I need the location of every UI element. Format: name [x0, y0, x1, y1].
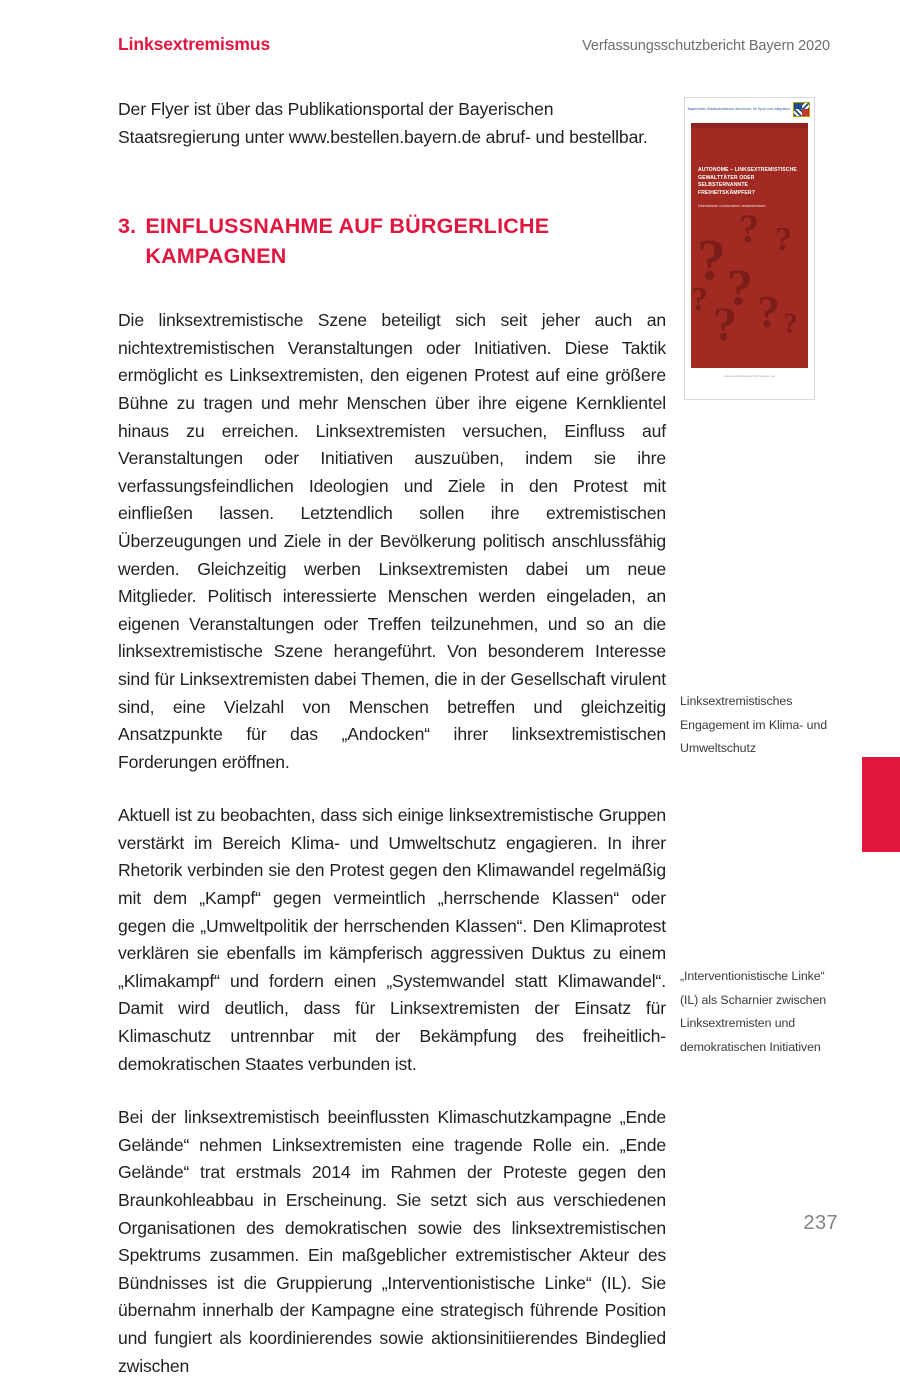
section-title: EINFLUSSNAHME AUF BÜRGERLICHE KAMPAGNEN	[145, 214, 550, 269]
question-mark-decoration-icon: ?	[783, 307, 798, 340]
flyer-title: AUTONOME – LINKSEXTREMISTISCHE GEWALTTÄTER ODER SELBSTERNANNTE FREIHEITSKÄMPFER?	[698, 167, 797, 196]
flyer-ministry-label: Bayerisches Staatsministerium des Innern, für Sport und Integration	[687, 106, 790, 111]
flyer-subtitle: Informationen zu autonomen Linksextremisten	[698, 204, 766, 209]
flyer-header	[685, 98, 814, 120]
margin-note-climate: Linksextremistisches Engagement im Klima- und Umweltschutz	[680, 694, 828, 756]
body-paragraph-1: Die linksextremistische Szene beteiligt sich seit jeher auch an nichtextremistischen Veranstaltungen oder Initiativen. Diese Taktik ermöglicht es Linksextremisten, den eigenen Protest auf eine größere Bühne zu tragen und mehr Menschen über ihre eigene Kernklientel hinaus zu erreichen. Linksextremisten versuchen, Einfluss auf Veranstaltungen oder Initiativen auszuüben, indem sie ihre verfassungsfeindlichen Ideologien und Ziele in den Protest mit einfließen lassen. Letztendlich sollen ihre extremistischen Überzeugungen und Ziele in der Bevölkerung politisch anschlussfähig werden. Gleichzeitig werben Linksextremisten dabei um neue Mitglieder. Politisch interessierte Menschen werden eingeladen, an eigenen Veranstaltungen oder Treffen teilzunehmen, und so an die linksextremistische Szene herangeführt. Von besonderem Interesse sind für Linksextremisten dabei Themen, die in der Gesellschaft virulent sind, eine Vielzahl von Menschen betreffen und gleichzeitig Ansatzpunkte für das „Andocken“ ihrer linksextremistischen Forderungen eröffnen.	[118, 310, 666, 772]
running-head-report-title: Verfassungsschutzbericht Bayern 2020	[582, 38, 830, 54]
body-paragraph-3: Bei der linksextremistisch beeinflussten Klimaschutzkampagne „Ende Gelände“ nehmen Linksextremisten eine tragende Rolle ein. „Ende Gelände“ trat erstmals 2014 im Rahmen der Proteste gegen den Braunkohleabbau in Erscheinung. Sie setzt sich aus verschiedenen Organisationen des demokratischen sowie des linksextremistischen Spektrums zusammen. Ein maßgeblicher extremistischer Akteur des Bündnisses ist die Gruppierung „Interventionistische Linke“ (IL). Sie übernahm innerhalb der Kampagne eine strategisch führende Position und fungiert als koordinierendes sowie aktionsinitiierendes Bindeglied zwischen	[118, 1107, 666, 1376]
running-head	[118, 34, 830, 55]
bavaria-coat-of-arms-icon	[793, 102, 810, 117]
question-mark-decoration-icon: ?	[739, 206, 759, 251]
page-number: 237	[803, 1212, 838, 1234]
running-head-chapter: Linksextremismus	[118, 34, 271, 54]
question-mark-decoration-icon: ?	[691, 281, 708, 318]
body-paragraph-2: Aktuell ist zu beobachten, dass sich einige linksextremistische Gruppen verstärkt im Bereich Klima- und Umweltschutz engagieren. In ihrer Rhetorik verbinden sie den Protest gegen den Klimawandel regelmäßig mit dem „Kampf“ gegen vermeintlich „herrschende Klassen“ oder gegen die „Umweltpolitik der herrschenden Klassen“. Den Klimaprotest verklären sie ebenfalls im kämpferisch aggressiven Duktus zu einem „Klimakampf“ und fordern einen „Systemwandel statt Klimawandel“. Damit wird deutlich, dass für Linksextremisten der Einsatz für Klimaschutz untrennbar mit der Bekämpfung des freiheitlich-demokratischen Staates verbunden ist.	[118, 805, 666, 1074]
section-number: 3.	[118, 214, 137, 239]
main-text-column	[118, 96, 666, 1380]
question-mark-decoration-icon: ?	[757, 286, 780, 337]
chapter-edge-tab	[862, 757, 900, 852]
flyer-cover-panel	[691, 123, 808, 368]
flyer-footer-url: www.verfassungsschutz.bayern.de	[724, 374, 775, 378]
question-mark-decoration-icon: ?	[697, 227, 726, 292]
section-heading	[118, 211, 666, 271]
question-mark-decoration-icon: ?	[727, 260, 753, 317]
intro-paragraph: Der Flyer ist über das Publikationsportal der Bayerischen Staatsregierung unter www.bestellen.bayern.de abruf- und bestellbar.	[118, 99, 648, 147]
question-mark-decoration-icon: ?	[713, 298, 737, 351]
flyer-thumbnail-image	[684, 97, 815, 400]
margin-note-interventionistische-linke: „Interventionistische Linke“ (IL) als Scharnier zwischen Linksextremisten und demokratischen Initiativen	[680, 969, 827, 1054]
question-mark-decoration-icon: ?	[775, 221, 792, 258]
